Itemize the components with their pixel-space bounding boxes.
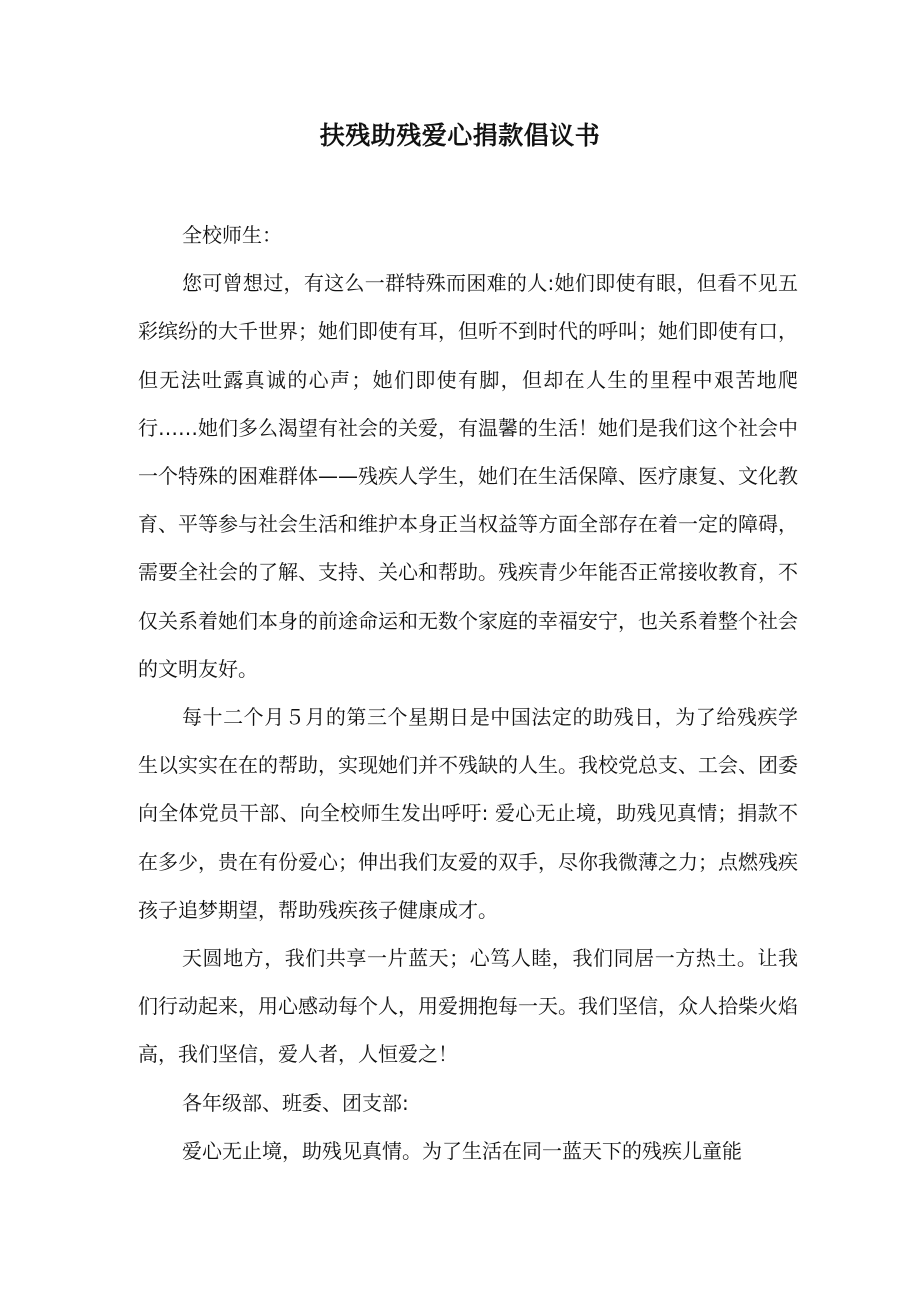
body-paragraph-2: 每十二个月５月的第三个星期日是中国法定的助残日，为了给残疾学生以实实在在的帮助，实现她们并不残缺的人生。我校党总支、工会、团委向全体党员干部、向全校师生发出呼吁: 爱心无止境，助残见真情；捐款不在多少，贵在有份爱心；伸出我们友爱的双手，尽你我微薄之力；点燃残疾孩子追梦期望，帮助残疾孩子健康成才。 [138,705,798,922]
document-body [138,211,798,1175]
secondary-salutation-paragraph: 各年级部、班委、团支部: [182,1090,409,1115]
body-paragraph-1: 您可曾想过，有这么一群特殊而困难的人:她们即使有眼，但看不见五彩缤纷的大千世界；她们即使有耳，但听不到时代的呼叫；她们即使有口，但无法吐露真诚的心声；她们即使有脚，但却在人生的里程中艰苦地爬行……她们多么渴望有社会的关爱，有温馨的生活！她们是我们这个社会中一个特殊的困难群体——残疾人学生，她们在生活保障、医疗康复、文化教育、平等参与社会生活和维护本身正当权益等方面全部存在着一定的障碍，需要全社会的了解、支持、关心和帮助。残疾青少年能否正常接收教育，不仅关系着她们本身的前途命运和无数个家庭的幸福安宁，也关系着整个社会的文明友好。 [138,271,798,681]
document-title: 扶残助残爱心捐款倡议书 [319,121,601,150]
salutation-paragraph: 全校师生： [182,223,282,247]
body-paragraph-4: 爱心无止境，助残见真情。为了生活在同一蓝天下的残疾儿童能 [182,1138,742,1163]
body-paragraph-3: 天圆地方，我们共享一片蓝天；心笃人睦，我们同居一方热土。让我们行动起来，用心感动每个人，用爱拥抱每一天。我们坚信，众人拾柴火焰高，我们坚信，爱人者，人恒爱之！ [138,946,798,1067]
